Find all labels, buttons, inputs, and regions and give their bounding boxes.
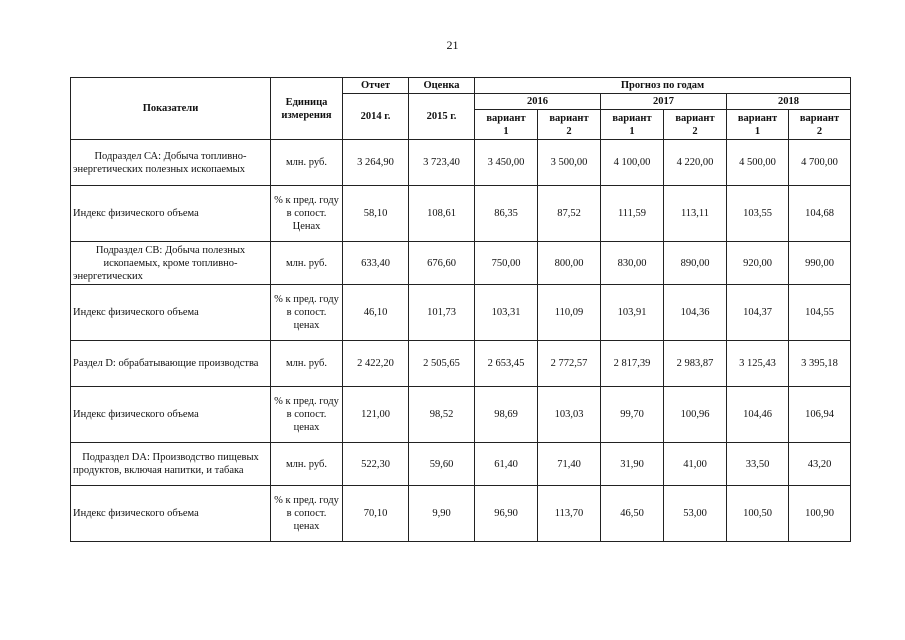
row-unit: млн. руб. — [271, 443, 343, 486]
variant-number: 1 — [754, 125, 761, 137]
row-value: 96,90 — [475, 486, 538, 542]
header-variant — [727, 110, 789, 140]
row-value: 4 500,00 — [727, 140, 789, 186]
row-value: 41,00 — [664, 443, 727, 486]
forecast-table — [70, 77, 851, 542]
row-value: 2 422,20 — [343, 341, 409, 387]
row-value: 113,11 — [664, 186, 727, 242]
row-indicator: Индекс физического объема — [71, 486, 271, 542]
row-value: 920,00 — [727, 242, 789, 285]
row-value: 33,50 — [727, 443, 789, 486]
row-indicator: Подраздел СА: Добыча топливно-энергетических полезных ископаемых — [71, 140, 271, 186]
row-value: 70,10 — [343, 486, 409, 542]
page-number: 21 — [446, 38, 459, 52]
header-year-2018: 2018 — [727, 94, 851, 110]
row-value: 121,00 — [343, 387, 409, 443]
table-row — [71, 387, 851, 443]
variant-label: вариант — [799, 112, 840, 124]
header-variant — [789, 110, 851, 140]
row-value: 106,94 — [789, 387, 851, 443]
table-row — [71, 341, 851, 387]
row-unit: млн. руб. — [271, 140, 343, 186]
row-value: 4 700,00 — [789, 140, 851, 186]
header-estimate: Оценка — [409, 78, 475, 94]
row-value: 98,69 — [475, 387, 538, 443]
row-value: 3 500,00 — [538, 140, 601, 186]
row-value: 750,00 — [475, 242, 538, 285]
row-value: 103,55 — [727, 186, 789, 242]
row-value: 800,00 — [538, 242, 601, 285]
variant-label: вариант — [486, 112, 526, 124]
row-indicator: Раздел D: обрабатывающие производства — [71, 341, 271, 387]
row-value: 113,70 — [538, 486, 601, 542]
table-row — [71, 186, 851, 242]
row-value: 98,52 — [409, 387, 475, 443]
row-value: 100,96 — [664, 387, 727, 443]
row-value: 103,91 — [601, 285, 664, 341]
row-value: 100,90 — [789, 486, 851, 542]
row-value: 104,36 — [664, 285, 727, 341]
row-value: 71,40 — [538, 443, 601, 486]
variant-number: 2 — [566, 125, 572, 137]
row-unit: млн. руб. — [271, 341, 343, 387]
row-indicator: Индекс физического объема — [71, 186, 271, 242]
header-variant — [538, 110, 601, 140]
row-indicator: Подраздел СВ: Добыча полезных ископаемых, кроме топливно-энергетических — [71, 242, 271, 285]
row-value: 43,20 — [789, 443, 851, 486]
header-variant — [601, 110, 664, 140]
header-year-estimate: 2015 г. — [409, 94, 475, 140]
row-value: 522,30 — [343, 443, 409, 486]
row-value: 9,90 — [409, 486, 475, 542]
row-value: 2 505,65 — [409, 341, 475, 387]
header-variant — [475, 110, 538, 140]
row-value: 3 125,43 — [727, 341, 789, 387]
row-value: 108,61 — [409, 186, 475, 242]
row-value: 890,00 — [664, 242, 727, 285]
row-value: 3 723,40 — [409, 140, 475, 186]
variant-label: вариант — [549, 112, 589, 124]
row-indicator: Индекс физического объема — [71, 285, 271, 341]
variant-label: вариант — [675, 112, 715, 124]
row-value: 53,00 — [664, 486, 727, 542]
row-value: 2 772,57 — [538, 341, 601, 387]
table-row — [71, 140, 851, 186]
row-value: 990,00 — [789, 242, 851, 285]
variant-number: 2 — [692, 125, 698, 137]
row-unit: % к пред. году в сопост. ценах — [271, 486, 343, 542]
row-value: 58,10 — [343, 186, 409, 242]
row-value: 59,60 — [409, 443, 475, 486]
row-value: 46,50 — [601, 486, 664, 542]
row-value: 104,46 — [727, 387, 789, 443]
row-value: 99,70 — [601, 387, 664, 443]
row-value: 2 653,45 — [475, 341, 538, 387]
row-value: 830,00 — [601, 242, 664, 285]
row-value: 3 450,00 — [475, 140, 538, 186]
row-value: 2 983,87 — [664, 341, 727, 387]
table-row — [71, 443, 851, 486]
row-value: 104,68 — [789, 186, 851, 242]
row-value: 103,31 — [475, 285, 538, 341]
row-value: 111,59 — [601, 186, 664, 242]
row-value: 100,50 — [727, 486, 789, 542]
table-row — [71, 486, 851, 542]
variant-label: вариант — [737, 112, 778, 124]
row-value: 86,35 — [475, 186, 538, 242]
header-year-report: 2014 г. — [343, 94, 409, 140]
row-value: 31,90 — [601, 443, 664, 486]
header-unit: Единица измерения — [271, 78, 343, 140]
variant-number: 1 — [503, 125, 509, 137]
row-value: 61,40 — [475, 443, 538, 486]
table-row — [71, 242, 851, 285]
variant-number: 1 — [629, 125, 635, 137]
row-value: 87,52 — [538, 186, 601, 242]
row-value: 104,55 — [789, 285, 851, 341]
row-value: 4 100,00 — [601, 140, 664, 186]
header-report: Отчет — [343, 78, 409, 94]
row-value: 104,37 — [727, 285, 789, 341]
row-value: 2 817,39 — [601, 341, 664, 387]
row-unit: % к пред. году в сопост. Ценах — [271, 186, 343, 242]
variant-label: вариант — [612, 112, 652, 124]
row-value: 46,10 — [343, 285, 409, 341]
row-value: 633,40 — [343, 242, 409, 285]
row-value: 101,73 — [409, 285, 475, 341]
header-variant — [664, 110, 727, 140]
variant-number: 2 — [816, 125, 823, 137]
header-year-2017: 2017 — [601, 94, 727, 110]
row-unit: % к пред. году в сопост. ценах — [271, 285, 343, 341]
row-value: 103,03 — [538, 387, 601, 443]
row-unit: % к пред. году в сопост. ценах — [271, 387, 343, 443]
header-forecast: Прогноз по годам — [475, 78, 851, 94]
row-value: 110,09 — [538, 285, 601, 341]
header-indicators: Показатели — [71, 78, 271, 140]
table-row — [71, 285, 851, 341]
row-unit: млн. руб. — [271, 242, 343, 285]
row-value: 676,60 — [409, 242, 475, 285]
row-value: 3 395,18 — [789, 341, 851, 387]
header-year-2016: 2016 — [475, 94, 601, 110]
row-indicator: Подраздел DA: Производство пищевых продуктов, включая напитки, и табака — [71, 443, 271, 486]
row-value: 4 220,00 — [664, 140, 727, 186]
row-indicator: Индекс физического объема — [71, 387, 271, 443]
row-value: 3 264,90 — [343, 140, 409, 186]
